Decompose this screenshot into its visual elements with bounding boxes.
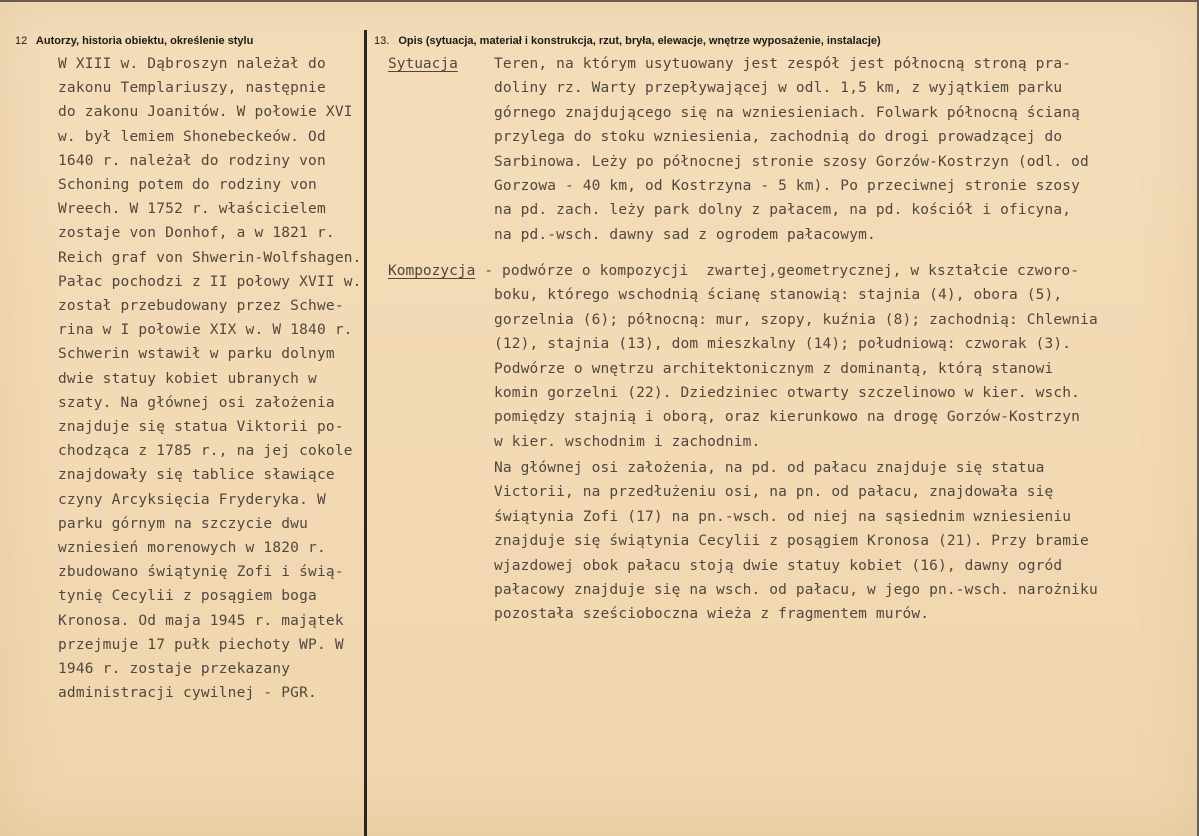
header-left [15, 35, 253, 47]
header-left-number: 12 [15, 35, 28, 47]
section-kompozycja [388, 259, 1188, 454]
section-sytuacja [388, 52, 1188, 247]
history-text: W XIII w. Dąbroszyn należał do zakonu Templariuszy, następnie do zakonu Joanitów. W połowie XVI w. był lemiem Shonebeckeów. Od 1640 r. należał do rodziny von Schoning potem do rodziny von Wreech. W 1752 r. właścicielem zostaje von Donhof, a w 1821 r. Reich graf von Shwerin-Wolfshagen. Pałac pochodzi z II połowy XVII w. został przebudowany przez Schwe- rina w I połowie XIX w. W 1840 r. Schwerin wstawił w parku dolnym dwie statuy kobiet ubranych w szaty. Na głównej osi założenia znajduje się statua Viktorii po- chodząca z 1785 r., na jej cokole znajdowały się tablice sławiące czyny Arcyksięcia Fryderyka. W parku górnym na szczycie dwu wzniesień morenowych w 1820 r. zbudowano świątynię Zofi i świą- tynię Cecylii z posągiem boga Kronosa. Od maja 1945 r. majątek przejmuje 17 pułk piechoty WP. W 1946 r. zostaje przekazany administracji cywilnej - PGR. [58, 56, 362, 702]
header-right [374, 35, 881, 47]
header-right-title: Opis (sytuacja, materiał i konstrukcja, rzut, bryła, elewacje, wnętrze wyposażenie, instalacje) [398, 35, 881, 47]
kompozycja-label: Kompozycja [388, 263, 476, 279]
card-top-rule [0, 0, 1199, 2]
closing-text: Na głównej osi założenia, na pd. od pałacu znajduje się statua Victorii, na przedłużeniu osi, na pn. od pałacu, znajdowała się świątynia Zofi (17) na pn.-wsch. od niej na sąsiednim wzniesieniu znajduje się świątynia Cecylii z posągiem Kronosa (21). Przy bramie wjazdowej obok pałacu stoją dwie statuy kobiet (16), dawny ogród pałacowy znajduje się na wsch. od pałacu, w jego pn.-wsch. narożniku pozostała sześcioboczna wieża z fragmentem murów. [494, 460, 1098, 623]
sytuacja-label: Sytuacja [388, 56, 458, 72]
sytuacja-text: Teren, na którym usytuowany jest zespół jest północną stroną pra- doliny rz. Warty przepływającej w odl. 1,5 km, z wyjątkiem parku górnego znajdującego się na wzniesieniach. Folwark północną ścianą przylega do stoku wzniesienia, zachodnią do drogi prowadzącej do Sarbinowa. Leży po północnej stronie szosy Gorzów-Kostrzyn (odl. od Gorzowa - 40 km, od Kostrzyna - 5 km). Po przeciwnej stronie szosy na pd. zach. leży park dolny z pałacem, na pd. kościół i oficyna, na pd.-wsch. dawny sad z ogrodem pałacowym. [494, 56, 1089, 243]
kompozycja-text: boku, którego wschodnią ścianę stanowią: stajnia (4), obora (5), gorzelnia (6); północną: mur, szopy, kuźnia (8); zachodnią: Chlewnia (12), stajnia (13), dom mieszkalny (14); południową: czworak (3). Podwórze o wnętrzu architektonicznym z dominantą, którą stanowi komin gorzelni (22). Dziedziniec otwarty szczelinowo w kier. wsch. pomiędzy stajnią i oborą, oraz kierunkowo na drogę Gorzów-Kostrzyn w kier. wschodnim i zachodnim. [494, 287, 1098, 450]
column-divider [364, 30, 367, 836]
header-left-title: Autorzy, historia obiektu, określenie stylu [35, 35, 254, 47]
kompozycja-first-line: - podwórze o kompozycji zwartej,geometrycznej, w kształcie czworo- [475, 263, 1080, 279]
header-right-number: 13. [374, 35, 390, 47]
